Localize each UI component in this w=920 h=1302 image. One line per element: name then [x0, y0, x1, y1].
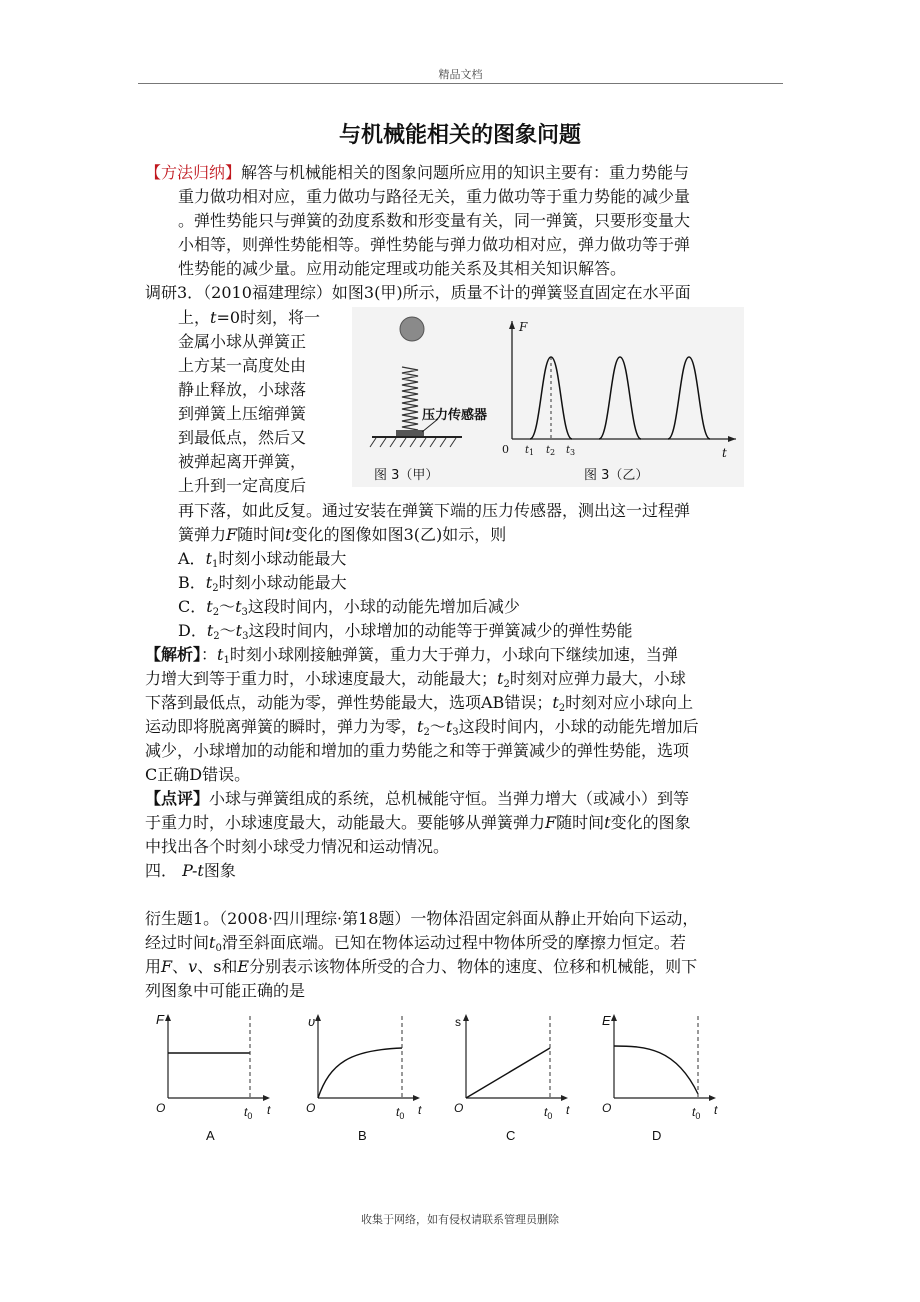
graph-origin: O	[156, 1101, 166, 1115]
section-num: 四．	[145, 861, 178, 880]
subscript: 2	[213, 631, 220, 642]
option-text: 时刻小球动能最大	[218, 549, 347, 568]
subscript: 0	[215, 943, 222, 954]
analysis-text: 时刻小球刚接触弹簧，重力大于弹力，小球向下继续加速，当弹	[229, 645, 678, 664]
F-var: F	[226, 525, 238, 544]
problem-side-4: 静止释放，小球落	[178, 380, 307, 399]
ball-icon	[400, 317, 424, 341]
graph-y-arrow	[463, 1014, 469, 1021]
t-var: t	[235, 597, 242, 616]
graph-t: t	[566, 1103, 570, 1117]
subscript: 1	[212, 559, 219, 570]
cont-text: 变化的图像如图3(乙)如示，则	[291, 525, 507, 544]
graph-y-label: s	[455, 1015, 461, 1029]
t-var: t	[417, 717, 424, 736]
graph-origin: O	[306, 1101, 316, 1115]
page-footer: 收集于网络，如有侵权请联系管理员删除	[361, 1213, 559, 1226]
graph-y-label: F	[156, 1012, 164, 1027]
tilde: ～	[219, 621, 236, 640]
p2-text: 滑至斜面底端。已知在物体运动过程中物体所受的摩擦力恒定。若	[221, 933, 686, 952]
analysis-text: 下落到最低点，动能为零，弹性势能最大，选项AB错误；	[145, 693, 553, 712]
problem-side-8: 上升到一定高度后	[178, 476, 307, 495]
method-line-4: 小相等，则弹性势能相等。弹性势能与弹力做功相对应，弹力做功等于弹	[178, 235, 691, 254]
option-text: 这段时间内，小球的动能先增加后减少	[247, 597, 520, 616]
graph-t0: $t_0$	[692, 1105, 701, 1121]
problem2-line-3	[145, 955, 697, 979]
analysis-text: 运动即将脱离弹簧的瞬时，弹力为零，	[145, 717, 418, 736]
graph-d-curve	[614, 1046, 698, 1094]
comment-text: 变化的图象	[610, 813, 691, 832]
graph-t: t	[267, 1103, 271, 1117]
p2-text: 经过时间	[145, 933, 210, 952]
graph-letter: C	[506, 1128, 516, 1143]
side-text: 上，	[178, 308, 211, 327]
F-var: F	[161, 957, 173, 976]
t-var: t	[604, 813, 611, 832]
t-var: t	[205, 549, 212, 568]
graph-x-arrow	[413, 1095, 420, 1101]
graph-letter: B	[358, 1128, 367, 1143]
option-text: 这段时间内，小球增加的动能等于弹簧减少的弹性势能	[248, 621, 633, 640]
t-var: t	[206, 597, 213, 616]
method-line-3: 。弹性势能只与弹簧的劲度系数和形变量有关，同一弹簧，只要形变量大	[178, 211, 691, 230]
comment-text: 小球与弹簧组成的系统，总机械能守恒。当弹力增大（或减小）到等	[209, 789, 690, 808]
graph-origin: O	[602, 1101, 612, 1115]
analysis-tag: 【解析】	[145, 645, 202, 664]
t-var: t	[235, 621, 243, 640]
comment-line-1	[145, 787, 689, 811]
page-header: 精品文档	[438, 68, 483, 81]
option-prefix: A．	[178, 549, 206, 568]
analysis-text: 时刻对应弹力最大，小球	[509, 669, 686, 688]
force-graph	[502, 320, 736, 460]
side-text: =0时刻，将一	[216, 308, 321, 327]
subscript: 2	[503, 679, 510, 690]
p2-text: 分别表示该物体所受的合力、物体的速度、位移和机械能，则下	[249, 957, 698, 976]
analysis-text: 这段时间内，小球的动能先增加后	[458, 717, 699, 736]
tilde: ～	[219, 597, 236, 616]
p2-text: 用	[145, 957, 162, 976]
t-var: t	[552, 693, 559, 712]
sensor-label: 压力传感器	[422, 408, 488, 423]
graph-x-arrow	[709, 1095, 716, 1101]
section-heading	[145, 859, 236, 883]
analysis-line-5: 减少，小球增加的动能和增加的重力势能之和等于弹簧减少的弹性势能，选项	[145, 741, 690, 760]
section-name: P-t	[182, 861, 204, 880]
section-suffix: 图象	[203, 861, 236, 880]
v-var: v	[188, 957, 198, 976]
graph-t0: $t_0$	[244, 1105, 253, 1121]
comment-text: 于重力时，小球速度最大，动能最大。要能够从弹簧弹力	[145, 813, 546, 832]
option-d	[178, 619, 633, 643]
analysis-line-3	[145, 691, 693, 715]
subscript: 1	[223, 655, 230, 666]
graph-a	[156, 1012, 271, 1143]
option-c	[178, 595, 520, 619]
graph-t: t	[714, 1103, 718, 1117]
graph-c-curve	[466, 1048, 550, 1098]
graph-y-label: E	[602, 1013, 611, 1028]
t2-label: $t_2$	[546, 445, 556, 457]
problem-cont-2	[178, 523, 506, 547]
analysis-line-1	[145, 643, 678, 667]
graph-c	[454, 1014, 570, 1143]
p2-text: 、	[172, 957, 189, 976]
problem2-line-1: 衍生题1。（2008·四川理综·第18题）一物体沿固定斜面从静止开始向下运动，	[145, 909, 699, 928]
graph-letter: A	[206, 1128, 215, 1143]
caption-yi: 图 3（乙）	[584, 468, 649, 483]
graph-letter: D	[652, 1128, 662, 1143]
graph-t: t	[418, 1103, 422, 1117]
option-text: 时刻小球动能最大	[218, 573, 347, 592]
analysis-text: 力增大到等于重力时，小球速度最大，动能最大；	[145, 669, 498, 688]
graph-d	[602, 1013, 718, 1143]
subscript: 2	[212, 583, 219, 594]
caption-jia: 图 3（甲）	[374, 468, 439, 483]
graph-b-curve	[318, 1048, 402, 1098]
origin-label: 0	[502, 443, 509, 456]
subscript: 2	[423, 727, 430, 738]
method-line-5: 性势能的减少量。应用动能定理或功能关系及其相关知识解答。	[178, 259, 627, 278]
subscript: 2	[558, 703, 566, 714]
x-axis-arrow	[728, 436, 736, 442]
graph-origin: O	[454, 1101, 464, 1115]
t3-label: $t_3$	[566, 445, 576, 457]
analysis-text: 时刻对应小球向上	[565, 693, 694, 712]
peak-2	[599, 357, 641, 439]
method-text: 解答与机械能相关的图象问题所应用的知识主要有：重力势能与	[241, 163, 690, 182]
analysis-text: ：	[201, 645, 218, 664]
option-b	[178, 571, 347, 595]
spring-icon	[402, 367, 418, 430]
graph-x-arrow	[263, 1095, 270, 1101]
problem-side-1	[178, 306, 320, 330]
comment-line-3: 中找出各个时刻小球受力情况和运动情况。	[145, 837, 450, 856]
problem-side-6: 到最低点，然后又	[178, 428, 307, 447]
graph-y-arrow	[611, 1014, 617, 1021]
problem-side-2: 金属小球从弹簧正	[178, 332, 307, 351]
t-var: t	[445, 717, 453, 736]
subscript: 3	[242, 631, 249, 642]
x-axis-label: t	[722, 446, 727, 460]
peak-3	[668, 357, 710, 439]
t-var: t	[209, 933, 216, 952]
t-var: t	[210, 308, 217, 327]
page-title: 与机械能相关的图象问题	[338, 123, 581, 148]
method-line-1	[145, 161, 689, 185]
figure-3-svg	[352, 307, 744, 487]
header-rule	[138, 83, 783, 84]
analysis-line-4	[145, 715, 699, 739]
t-var: t	[497, 669, 504, 688]
problem-side-5: 到弹簧上压缩弹簧	[178, 404, 307, 423]
t1-label: $t_1$	[525, 445, 535, 457]
problem2-line-4: 列图象中可能正确的是	[145, 981, 306, 1000]
F-var: F	[545, 813, 557, 832]
subscript: 3	[241, 607, 248, 618]
tilde: ～	[429, 717, 446, 736]
sensor-block	[396, 430, 424, 436]
graph-y-arrow	[165, 1014, 171, 1021]
subscript: 2	[212, 607, 220, 618]
graph-t0: $t_0$	[396, 1105, 405, 1121]
y-axis-arrow	[509, 321, 515, 329]
comment-text: 随时间	[556, 813, 605, 832]
option-a	[178, 547, 346, 571]
analysis-line-6: C正确D错误。	[145, 765, 251, 784]
t-var: t	[206, 621, 214, 640]
problem-side-7: 被弹起离开弹簧，	[178, 452, 307, 471]
comment-tag: 【点评】	[145, 789, 210, 808]
graph-t0: $t_0$	[544, 1105, 553, 1121]
y-axis-label: F	[519, 320, 528, 334]
t-var: t	[285, 525, 292, 544]
p2-text: 、s和	[197, 957, 238, 976]
figure-3	[352, 307, 744, 487]
E-var: E	[237, 957, 250, 976]
problem-side-3: 上方某一高度处由	[178, 356, 307, 375]
cont-text: 随时间	[237, 525, 286, 544]
graph-x-arrow	[561, 1095, 568, 1101]
graph-y-label: υ	[308, 1014, 316, 1029]
analysis-line-2	[145, 667, 686, 691]
problem2-line-2	[145, 931, 686, 955]
option-prefix: D．	[178, 621, 207, 640]
cont-text: 簧弹力	[178, 525, 227, 544]
problem-intro: 调研3．（2010福建理综）如图3(甲)所示，质量不计的弹簧竖直固定在水平面	[145, 283, 691, 302]
method-tag: 【方法归纳】	[145, 163, 242, 182]
subscript: 3	[452, 727, 459, 738]
method-line-2: 重力做功相对应，重力做功与路径无关，重力做功等于重力势能的减少量	[178, 187, 691, 206]
t-var: t	[205, 573, 213, 592]
graph-y-arrow	[315, 1014, 321, 1021]
graph-b	[306, 1014, 422, 1143]
problem-cont-1: 再下落，如此反复。通过安装在弹簧下端的压力传感器，测出这一过程弹	[178, 501, 691, 520]
option-prefix: B．	[178, 573, 206, 592]
ground-hatch	[370, 438, 456, 447]
answer-graphs	[140, 1008, 740, 1148]
comment-line-2	[145, 811, 691, 835]
option-prefix: C．	[178, 597, 207, 616]
t-var: t	[217, 645, 224, 664]
